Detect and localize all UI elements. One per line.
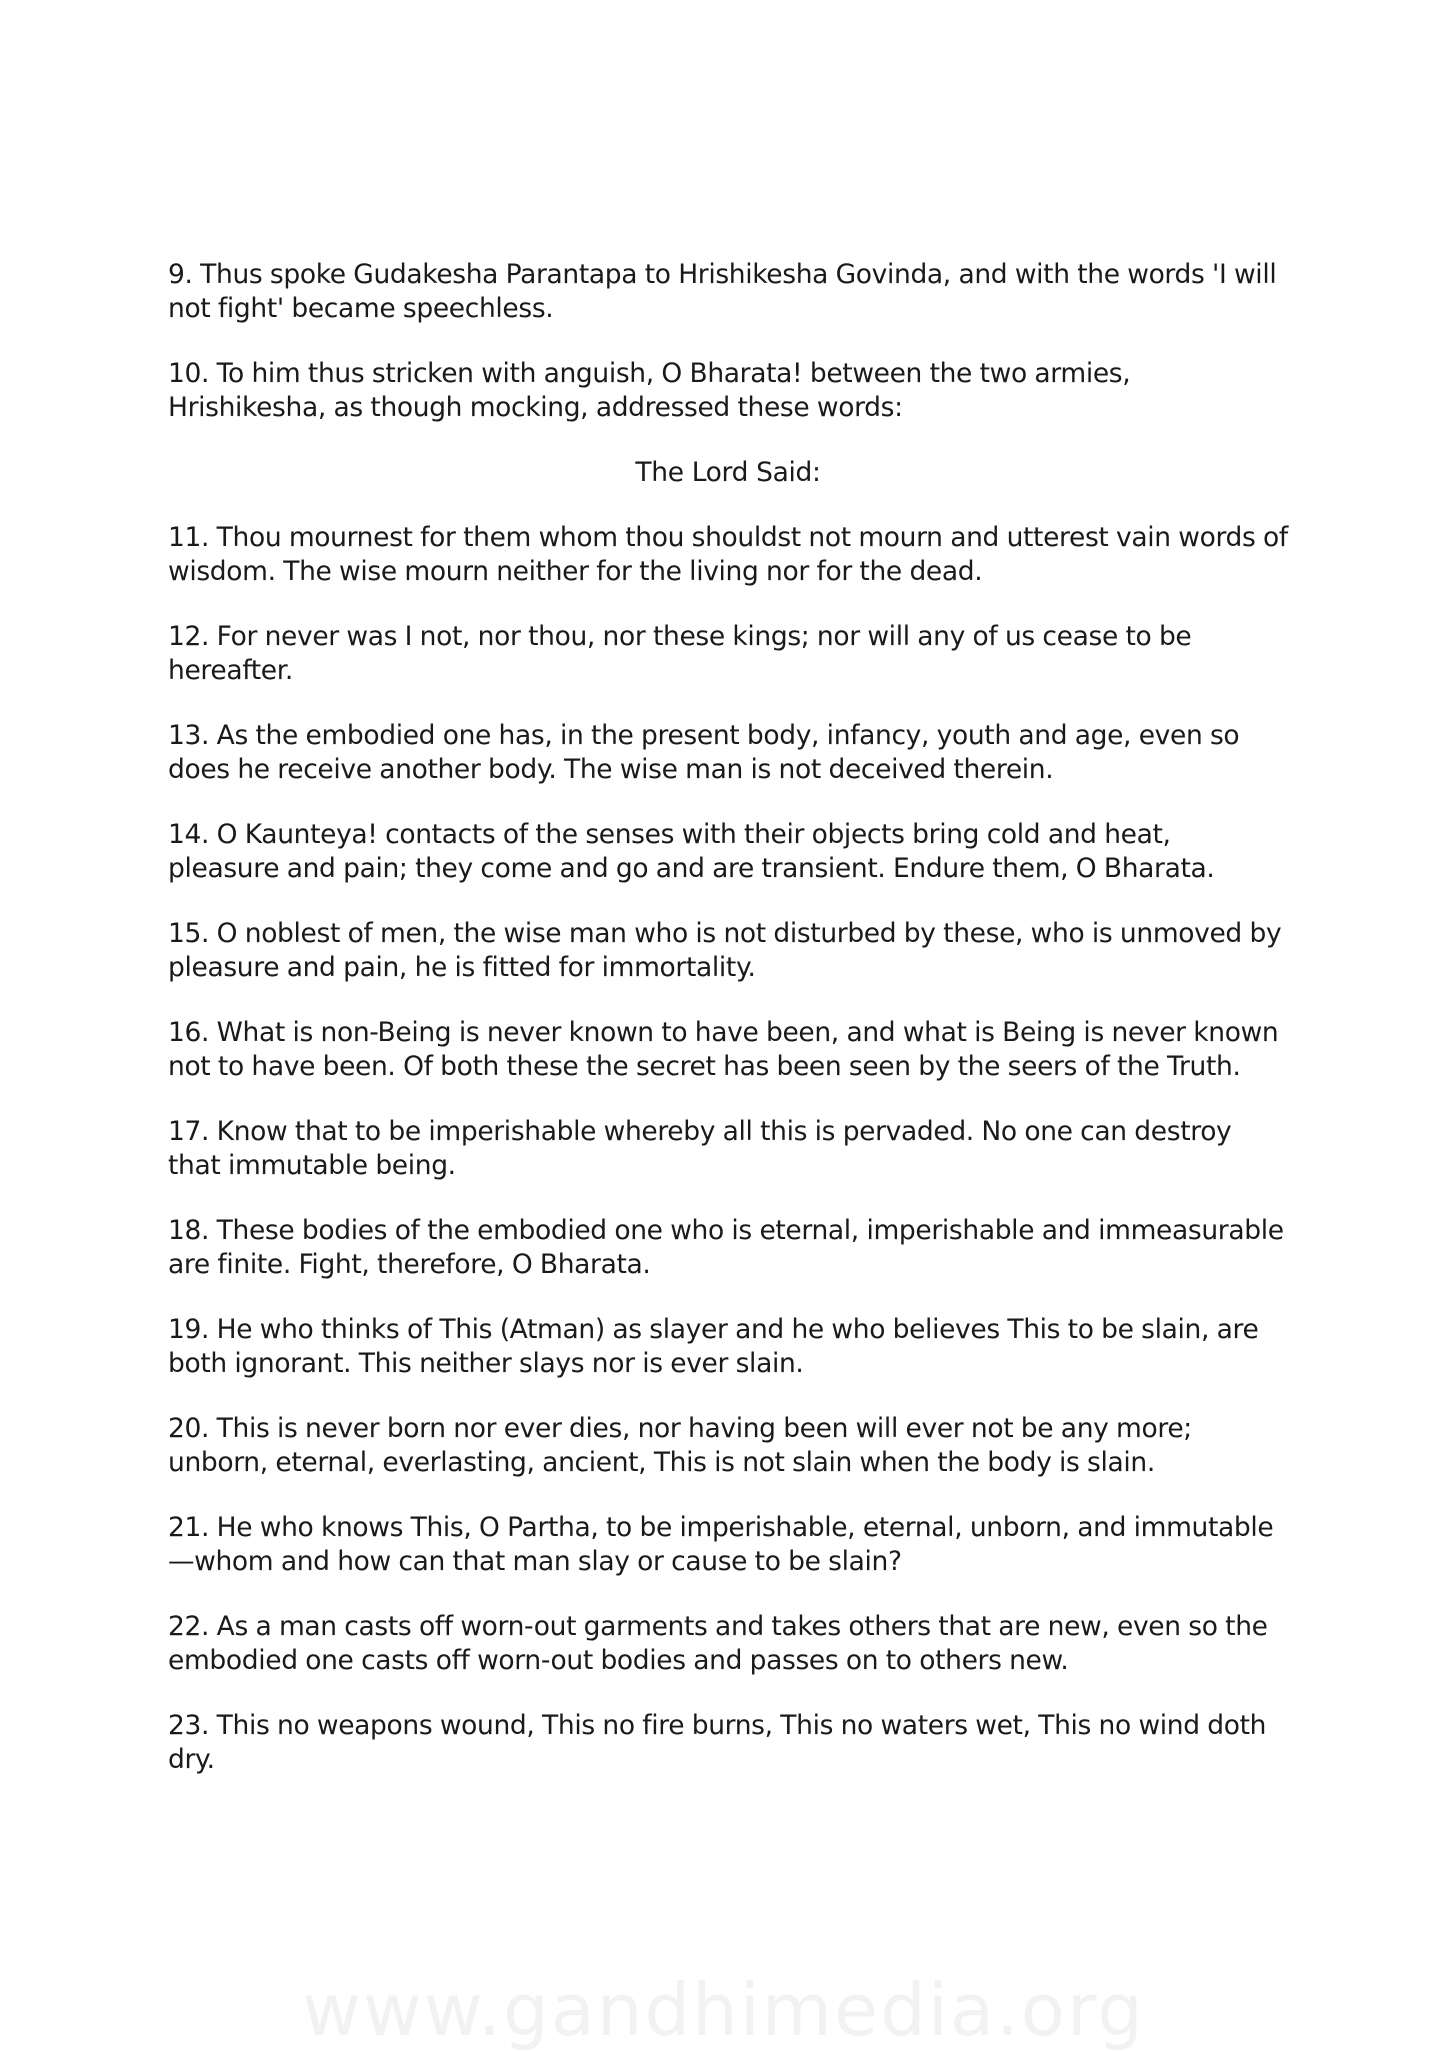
verse-10: 10. To him thus stricken with anguish, O Bharata! between the two armies, Hrishikesha, as though mocking, addressed these words: [168, 358, 1131, 423]
verse-18: 18. These bodies of the embodied one who is eternal, imperishable and immeasurable are finite. Fight, therefore, O Bharata. [168, 1215, 1284, 1280]
verse-17: 17. Know that to be imperishable whereby all this is pervaded. No one can destroy that immutable being. [168, 1116, 1232, 1181]
watermark: www.gandhimedia.org [302, 1968, 1145, 2052]
verse-19: 19. He who thinks of This (Atman) as slayer and he who believes This to be slain, are both ignorant. This neither slays nor is ever slain. [168, 1314, 1259, 1379]
verse-12: 12. For never was I not, nor thou, nor these kings; nor will any of us cease to be hereafter. [168, 621, 1192, 686]
verse-20: 20. This is never born nor ever dies, nor having been will ever not be any more; unborn, eternal, everlasting, ancient, This is not slain when the body is slain. [168, 1413, 1192, 1478]
verse-14: 14. O Kaunteya! contacts of the senses with their objects bring cold and heat, pleasure and pain; they come and go and are transient. Endure them, O Bharata. [168, 819, 1215, 884]
verse-22: 22. As a man casts off worn-out garments and takes others that are new, even so the embodied one casts off worn-out bodies and passes on to others new. [168, 1611, 1268, 1676]
verse-23: 23. This no weapons wound, This no fire burns, This no waters wet, This no wind doth dry. [168, 1710, 1267, 1775]
verse-11: 11. Thou mournest for them whom thou shouldst not mourn and utterest vain words of wisdom. The wise mourn neither for the living nor for the dead. [168, 522, 1288, 587]
verse-16: 16. What is non-Being is never known to have been, and what is Being is never known not to have been. Of both these the secret has been seen by the seers of the Truth. [168, 1017, 1279, 1082]
verse-9: 9. Thus spoke Gudakesha Parantapa to Hrishikesha Govinda, and with the words 'I will not fight' became speechless. [168, 259, 1277, 324]
verse-15: 15. O noblest of men, the wise man who is not disturbed by these, who is unmoved by pleasure and pain, he is fitted for immortality. [168, 918, 1282, 983]
verse-13: 13. As the embodied one has, in the present body, infancy, youth and age, even so does he receive another body. The wise man is not deceived therein. [168, 720, 1240, 785]
section-heading: The Lord Said: [635, 457, 821, 488]
verse-21: 21. He who knows This, O Partha, to be imperishable, eternal, unborn, and immutable—whom and how can that man slay or cause to be slain? [168, 1512, 1274, 1577]
page-content [168, 258, 1288, 1808]
